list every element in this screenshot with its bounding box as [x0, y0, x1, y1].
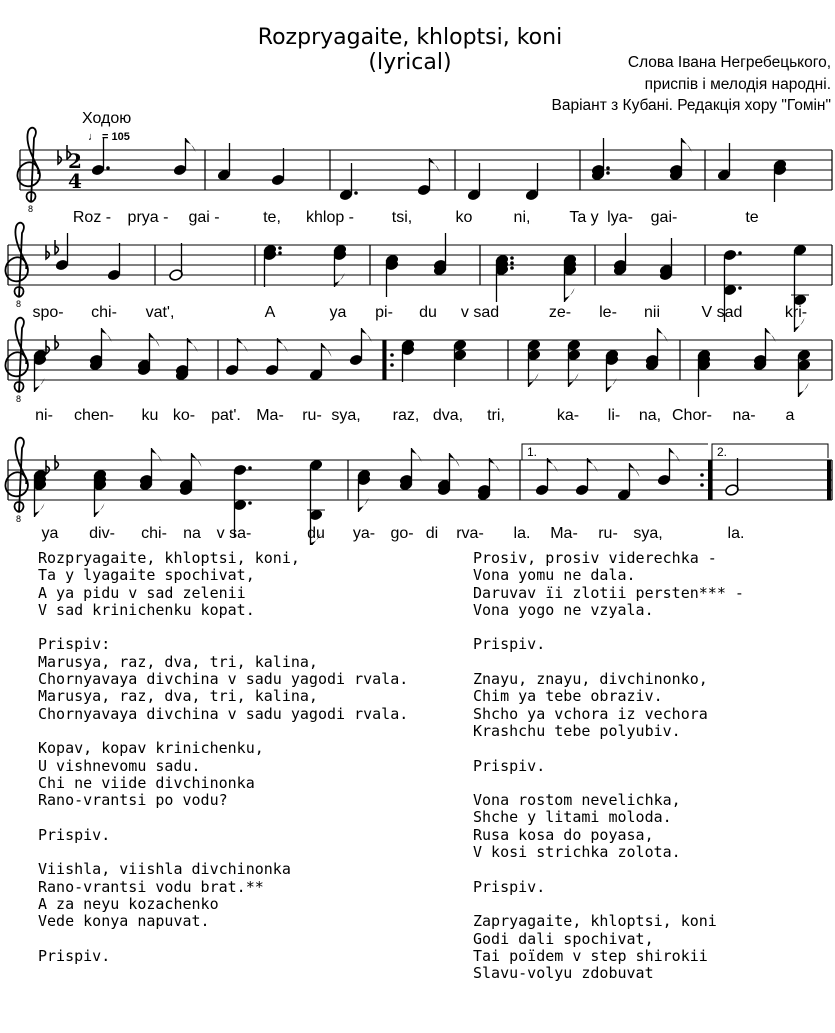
- verse-line: Godi dali spochivat,: [473, 929, 654, 948]
- lyric-syllable: div-: [89, 525, 115, 542]
- tempo-word: Ходою: [82, 110, 132, 127]
- verse-line: [38, 844, 408, 861]
- lyric-syllable: ko-: [172, 407, 196, 424]
- volta-label-1: 1.: [527, 445, 538, 459]
- song-subtitle: (lyrical): [368, 50, 452, 75]
- note-dot: [278, 251, 282, 255]
- lyric-syllable: li-: [607, 407, 621, 424]
- verse-line: Prispiv.: [38, 946, 111, 965]
- lyric-syllable: te,: [263, 209, 281, 226]
- final-bar: [827, 460, 831, 500]
- lyric-syllable: Roz -: [72, 209, 112, 226]
- verse-line: Zapryagaite, khloptsi, koni: [473, 912, 717, 931]
- verse-line: Chi ne viide divchinonka: [38, 773, 255, 792]
- verse-line: Vona yogo ne vzyala.: [473, 600, 654, 619]
- verse-line: Prispiv.: [473, 756, 546, 775]
- verse-line: [473, 861, 744, 878]
- verse-line: A ya pidu v sad zelenii: [38, 583, 246, 602]
- verses-left-column: [38, 550, 408, 965]
- lyric-syllable: na,: [638, 407, 662, 424]
- lyric-syllable: ya-: [352, 525, 376, 542]
- lyric-syllable: la.: [513, 525, 531, 542]
- verse-line: Rusa kosa do poyasa,: [473, 825, 654, 844]
- verse-line: Vona rostom nevelichka,: [473, 791, 681, 810]
- verse-line: Kopav, kopav krinichenku,: [38, 739, 264, 758]
- verse-line: Krashchu tebe polyubiv.: [473, 721, 681, 740]
- verse-line: Shcho ya vchora iz vechora: [473, 704, 708, 723]
- lyric-syllable: le-: [599, 304, 617, 321]
- verse-line: Prispiv.: [38, 825, 111, 844]
- lyric-syllable: spo-: [32, 304, 64, 321]
- note-dot: [738, 251, 742, 255]
- note-dot: [738, 286, 742, 290]
- verse-line: Znayu, znayu, divchinonko,: [473, 670, 708, 689]
- lyric-syllable: v sa-: [216, 525, 252, 542]
- note-dot: [354, 191, 358, 195]
- verse-line: A za neyu kozachenko: [38, 894, 219, 913]
- volta-bracket-1: [522, 444, 708, 460]
- lyric-syllable: gai-: [650, 209, 678, 226]
- credit-line-2: приспів і мелодія народні.: [644, 76, 831, 93]
- credit-line-3: Варіант з Кубані. Редакція хору "Гомін": [551, 97, 831, 114]
- lyric-syllable: chen-: [73, 407, 115, 424]
- lyric-syllable: v sad: [460, 304, 500, 321]
- verse-line: Chornyavaya divchina v sadu yagodi rvala.: [38, 670, 409, 689]
- lyric-syllable: te: [745, 209, 759, 226]
- treble-clef: [5, 438, 27, 512]
- repeat-end-bar: [708, 460, 712, 500]
- lyric-syllable: ru-: [598, 525, 618, 542]
- lyric-syllable: kri-: [784, 304, 808, 321]
- lyric-syllable: na: [183, 525, 201, 542]
- lyric-syllable: raz,: [392, 407, 420, 424]
- lyric-syllable: khlop -: [305, 209, 355, 226]
- lyric-syllable: dva,: [432, 407, 464, 424]
- lyric-syllable: ni,: [513, 209, 531, 226]
- clef-octave-8: 8: [16, 299, 22, 309]
- lyric-syllable: sya,: [633, 525, 663, 542]
- note-dot: [510, 261, 514, 265]
- verse-line: [473, 896, 744, 913]
- clef-octave-8: 8: [16, 394, 22, 404]
- verse-line: Viishla, viishla divchinonka: [38, 860, 291, 879]
- time-signature-top: 2: [68, 149, 82, 173]
- lyric-syllable: ya: [41, 525, 59, 542]
- lyric-syllable: ku: [141, 407, 159, 424]
- verse-line: Prosiv, prosiv viderechka -: [473, 549, 717, 567]
- lyric-syllable: prya -: [127, 209, 169, 226]
- lyric-syllable: Ta y: [569, 209, 599, 226]
- song-title: Rozpryagaite, khloptsi, koni: [257, 25, 563, 50]
- verse-line: Prispiv.: [473, 635, 546, 654]
- verse-line: [38, 619, 408, 636]
- verse-line: Vona yomu ne dala.: [473, 566, 636, 585]
- repeat-start-bar: [383, 340, 387, 380]
- lyric-syllable: ka-: [556, 407, 580, 424]
- lyric-syllable: du: [307, 525, 325, 542]
- note-dot: [278, 246, 282, 250]
- lyric-syllable: la.: [727, 525, 745, 542]
- note-dot: [248, 466, 252, 470]
- note-flag: [565, 288, 575, 302]
- note-dot: [606, 166, 610, 170]
- lyric-syllable: sya,: [331, 407, 361, 424]
- verse-line: V kosi strichka zolota.: [473, 843, 681, 862]
- clef-octave-8: 8: [16, 514, 22, 524]
- note-flag: [35, 503, 45, 517]
- key-flat: [55, 335, 59, 349]
- verse-line: Ta y lyagaite spochivat,: [38, 566, 255, 585]
- lyric-syllable: pat'.: [211, 407, 241, 424]
- clef-octave-8: 8: [28, 204, 34, 214]
- verse-line: [38, 809, 408, 826]
- lyric-syllable: ze-: [548, 304, 572, 321]
- volta-label-2: 2.: [717, 445, 728, 459]
- verse-line: Chim ya tebe obraziv.: [473, 687, 663, 706]
- verse-line: [38, 931, 408, 948]
- treble-clef: [17, 128, 39, 202]
- lyric-syllable: nii: [643, 304, 661, 321]
- verse-line: Marusya, raz, dva, tri, kalina,: [38, 687, 318, 706]
- lyric-syllable: chi-: [141, 525, 167, 542]
- verse-line: Marusya, raz, dva, tri, kalina,: [38, 652, 318, 671]
- verse-line: [473, 619, 744, 636]
- note-dot: [390, 353, 394, 357]
- lyric-syllable: na-: [732, 407, 756, 424]
- lyric-syllable: Chor-: [671, 407, 713, 424]
- lyric-syllable: tri,: [487, 407, 505, 424]
- note-dot: [700, 483, 704, 487]
- note-dot: [510, 266, 514, 270]
- verse-line: Slavu-volyu zdobuvat: [473, 964, 654, 983]
- volta-bracket-2: [712, 444, 828, 460]
- lyric-syllable: A: [264, 304, 276, 321]
- key-flat: [46, 340, 50, 354]
- verse-line: V sad krinichenku kopat.: [38, 600, 255, 619]
- lyric-syllable: rva-: [456, 525, 484, 542]
- verses-right-column: [473, 550, 744, 982]
- lyric-syllable: ni-: [35, 407, 53, 424]
- lyric-syllable: chi-: [91, 304, 117, 321]
- verse-line: [473, 654, 744, 671]
- credit-line-1: Слова Івана Негребецького,: [627, 54, 831, 71]
- lyric-syllable: di: [425, 525, 439, 542]
- note-flag: [95, 503, 105, 517]
- note-dot: [606, 171, 610, 175]
- verse-line: Rano-vrantsi po vodu?: [38, 791, 228, 810]
- note-dot: [510, 256, 514, 260]
- time-signature-bottom: 4: [68, 169, 82, 193]
- verse-line: Prispiv.: [473, 877, 546, 896]
- lyric-syllable: a: [785, 407, 795, 424]
- treble-clef: [5, 223, 27, 297]
- verse-line: Daruvav ïi zlotii persten*** -: [473, 583, 744, 602]
- verse-line: Vede konya napuvat.: [38, 912, 210, 931]
- verse-line: [473, 740, 744, 757]
- lyric-syllable: pi-: [375, 304, 393, 321]
- lyric-syllable: Ma-: [550, 525, 578, 542]
- note-dot: [700, 473, 704, 477]
- lyric-syllable: ya: [329, 304, 347, 321]
- lyric-syllable: du: [419, 304, 437, 321]
- lyric-syllable: Ma-: [256, 407, 284, 424]
- lyric-syllable: gai -: [188, 209, 220, 226]
- lyric-syllable: V sad: [701, 304, 743, 321]
- verse-line: U vishnevomu sadu.: [38, 756, 201, 775]
- lyric-syllable: vat',: [145, 304, 175, 321]
- key-flat: [55, 455, 59, 469]
- note-dot: [390, 363, 394, 367]
- lyric-syllable: ko: [455, 209, 473, 226]
- key-flat: [46, 245, 50, 259]
- lyric-syllable: ru-: [302, 407, 322, 424]
- treble-clef: [5, 318, 27, 392]
- lyric-syllable: tsi,: [391, 209, 413, 226]
- verse-line: Rano-vrantsi vodu brat.**: [38, 877, 264, 896]
- verse-line: Chornyavaya divchina v sadu yagodi rvala.: [38, 704, 409, 723]
- lyric-syllable: lya-: [607, 209, 633, 226]
- tempo-marking: ♩ = 105: [88, 131, 130, 143]
- verse-line: [38, 723, 408, 740]
- verse-line: [473, 775, 744, 792]
- verse-line: Prispiv:: [38, 635, 111, 654]
- verse-line: Shche y litami moloda.: [473, 808, 672, 827]
- key-flat: [58, 150, 62, 164]
- verse-line: Tai poïdem v step shirokii: [473, 946, 708, 965]
- key-flat: [55, 240, 59, 254]
- note-dot: [106, 166, 110, 170]
- lyric-syllable: go-: [390, 525, 414, 542]
- key-flat: [46, 460, 50, 474]
- verse-line: Rozpryagaite, khloptsi, koni,: [38, 549, 300, 567]
- note-dot: [248, 501, 252, 505]
- note-flag: [799, 383, 809, 397]
